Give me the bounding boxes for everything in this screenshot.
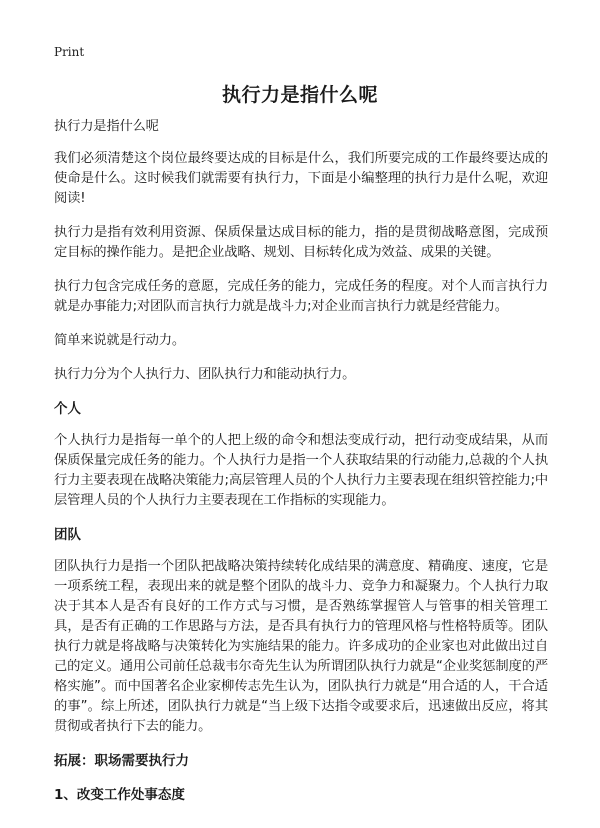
section-heading-item1: 1、改变工作处事态度 [54, 787, 185, 803]
components-paragraph: 执行力包含完成任务的意愿，完成任务的能力，完成任务的程度。对个人而言执行力就是办事能力;对团队而言执行力就是战斗力;对企业而言执行力就是经营能力。 [54, 279, 548, 314]
intro-paragraph: 我们必须清楚这个岗位最终要达成的目标是什么，我们所要完成的工作最终要达成的使命是什么。这时候我们就需要有执行力，下面是小编整理的执行力是什么呢，欢迎阅读! [54, 151, 548, 206]
personal-paragraph: 个人执行力是指每一单个的人把上级的命令和想法变成行动，把行动变成结果，从而保质保量完成任务的能力。个人执行力是指一个人获取结果的行动能力,总裁的个人执行力主要表现在战略决策能力;高层管理人员的个人执行力主要表现在组织管控能力;中层管理人员的个人执行力主要表现在工作指标的实现能力。 [54, 433, 548, 508]
print-link[interactable]: Print [54, 45, 85, 59]
categories-paragraph: 执行力分为个人执行力、团队执行力和能动执行力。 [54, 367, 356, 382]
article-subtitle: 执行力是指什么呢 [54, 119, 159, 134]
summary-paragraph: 简单来说就是行动力。 [54, 333, 185, 348]
section-heading-personal: 个人 [54, 401, 81, 417]
section-heading-team: 团队 [54, 527, 81, 543]
article-body [54, 117, 548, 817]
team-paragraph: 团队执行力是指一个团队把战略决策持续转化成结果的满意度、精确度、速度，它是一项系统工程，表现出来的就是整个团队的战斗力、竞争力和凝聚力。个人执行力取决于其本人是否有良好的工作方式与习惯，是否熟练掌握管人与管事的相关管理工具，是否有正确的工作思路与方法，是否具有执行力的管理风格与性格特质等。团队执行力就是将战略与决策转化为实施结果的能力。许多成功的企业家也对此做出过自己的定义。通用公司前任总裁韦尔奇先生认为所谓团队执行力就是“企业奖惩制度的严格实施”。而中国著名企业家柳传志先生认为，团队执行力就是“用合适的人，干合适的事”。综上所述，团队执行力就是“当上级下达指令或要求后，迅速做出反应，将其贯彻或者执行下去的能力。 [54, 559, 548, 734]
section-heading-extension: 拓展：职场需要执行力 [54, 753, 189, 769]
definition-paragraph: 执行力是指有效利用资源、保质保量达成目标的能力，指的是贯彻战略意图，完成预定目标的操作能力。是把企业战略、规划、目标转化成为效益、成果的关键。 [54, 225, 548, 260]
page-title: 执行力是指什么呢 [221, 84, 378, 106]
